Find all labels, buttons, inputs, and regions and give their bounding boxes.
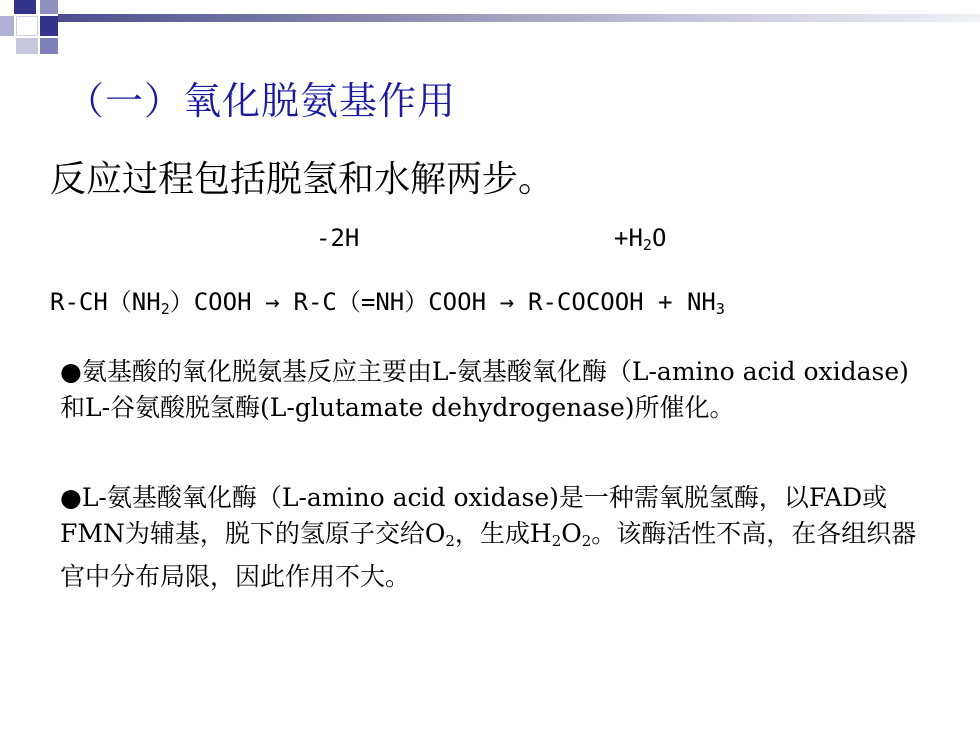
decor-square: [0, 16, 14, 36]
decor-square: [16, 38, 38, 54]
intermediate: R-C（=NH）COOH: [293, 288, 487, 316]
bullet-enzymes: ●氨基酸的氧化脱氨基反应主要由L-氨基酸氧化酶（L-amino acid oxidase)和L-谷氨酸脱氢酶(L-glutamate dehydrogenase)所催化。: [60, 357, 909, 422]
reaction-equation: [50, 282, 725, 318]
top-gradient-bar: [58, 14, 980, 22]
slide-title: （一）氧化脱氨基作用: [66, 79, 457, 123]
bullet-amino-acid-oxidase: ●L-氨基酸氧化酶（L-amino acid oxidase)是一种需氧脱氢酶，以FAD或FMN为辅基，脱下的氢原子交给$O_2$，生成$H_2O_2$。该酶活性不高，在各组织器官中分布局限，因此作用不大。: [60, 483, 917, 591]
corner-decoration: [0, 0, 80, 56]
decor-square: [40, 16, 58, 36]
decor-square: [40, 0, 58, 14]
reagent-step1: -2H: [316, 224, 360, 252]
arrow-right-icon: →: [499, 288, 515, 316]
decor-square: [16, 16, 38, 36]
decor-square: [40, 38, 58, 54]
products: R-COCOOH + $NH_3$: [528, 288, 725, 318]
slide-subtitle: 反应过程包括脱氢和水解两步。: [50, 159, 555, 200]
decor-square: [14, 0, 36, 14]
reactant: $R-CH(NH_2)COOH$: [50, 288, 252, 318]
arrow-right-icon: →: [265, 288, 280, 316]
reagent-step2: $+H_2O$: [614, 224, 667, 254]
